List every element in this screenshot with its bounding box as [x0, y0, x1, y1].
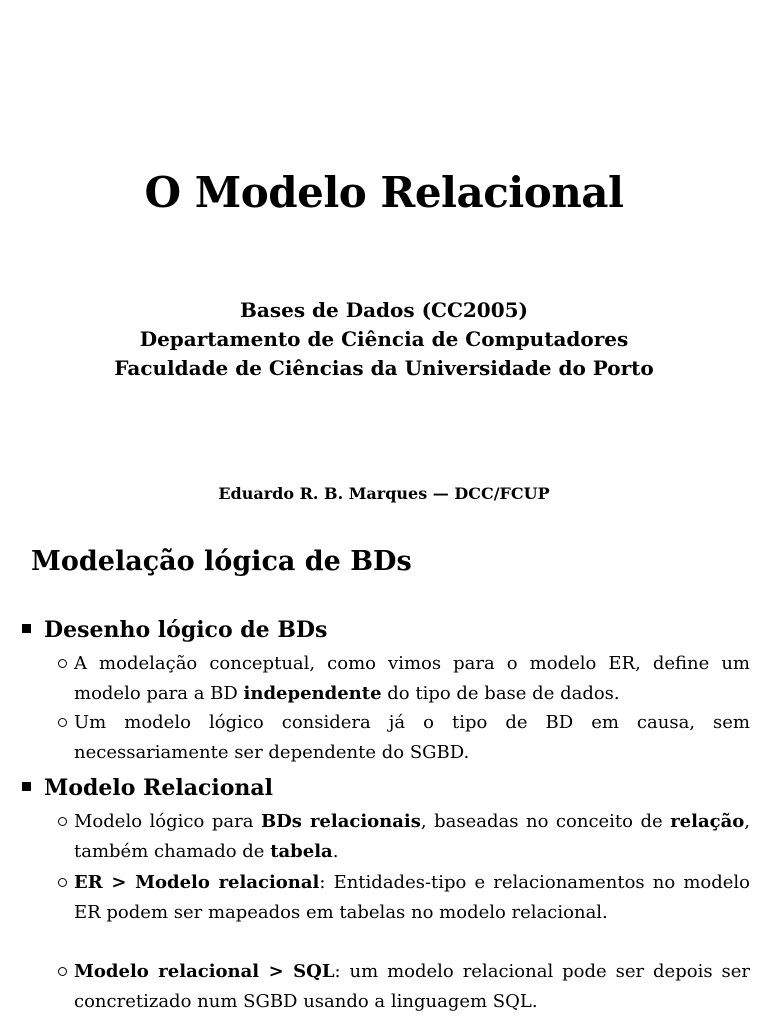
bullet-text: A modelação conceptual, como vimos para o modelo ER, define um modelo para a BD independente do tipo de base de dados.: [74, 653, 750, 704]
department-name: Departamento de Ciência de Computadores: [139, 327, 629, 351]
section-heading: Modelação lógica de BDs: [31, 546, 412, 577]
circle-bullet-icon: [58, 817, 67, 826]
course-name: Bases de Dados (CC2005): [239, 298, 529, 322]
circle-bullet-icon: [58, 659, 67, 668]
bullet-level2: [58, 807, 750, 866]
bullet-text: Modelo relacional > SQL: um modelo relacional pode ser depois ser concretizado num SGBD usando a linguagem SQL.: [74, 961, 750, 1012]
circle-bullet-icon: [58, 878, 67, 887]
circle-bullet-icon: [58, 718, 67, 727]
bullet-level2: [58, 868, 750, 927]
bullet-level1: [22, 617, 327, 643]
bullet-level2: [58, 708, 750, 767]
slide-title: O Modelo Relacional: [144, 168, 624, 217]
circle-bullet-icon: [58, 967, 67, 976]
bullet-text: Um modelo lógico considera já o tipo de BD em causa, sem necessariamente ser dependente do SGBD.: [74, 712, 750, 763]
bullet-text: Modelo lógico para BDs relacionais, baseadas no conceito de relação, também chamado de tabela.: [74, 811, 750, 862]
bullet-label: Desenho lógico de BDs: [44, 617, 328, 643]
bullet-level2: [58, 649, 750, 708]
bullet-level1: [22, 775, 273, 801]
bullet-text: ER > Modelo relacional: Entidades-tipo e relacionamentos no modelo ER podem ser mapeados em tabelas no modelo relacional.: [74, 872, 750, 923]
bullet-label: Modelo Relacional: [44, 775, 274, 801]
bullet-level2: [58, 957, 750, 1016]
square-bullet-icon: [22, 782, 31, 791]
square-bullet-icon: [22, 624, 31, 633]
author-line: Eduardo R. B. Marques — DCC/FCUP: [218, 484, 550, 503]
faculty-name: Faculdade de Ciências da Universidade do Porto: [114, 356, 654, 380]
